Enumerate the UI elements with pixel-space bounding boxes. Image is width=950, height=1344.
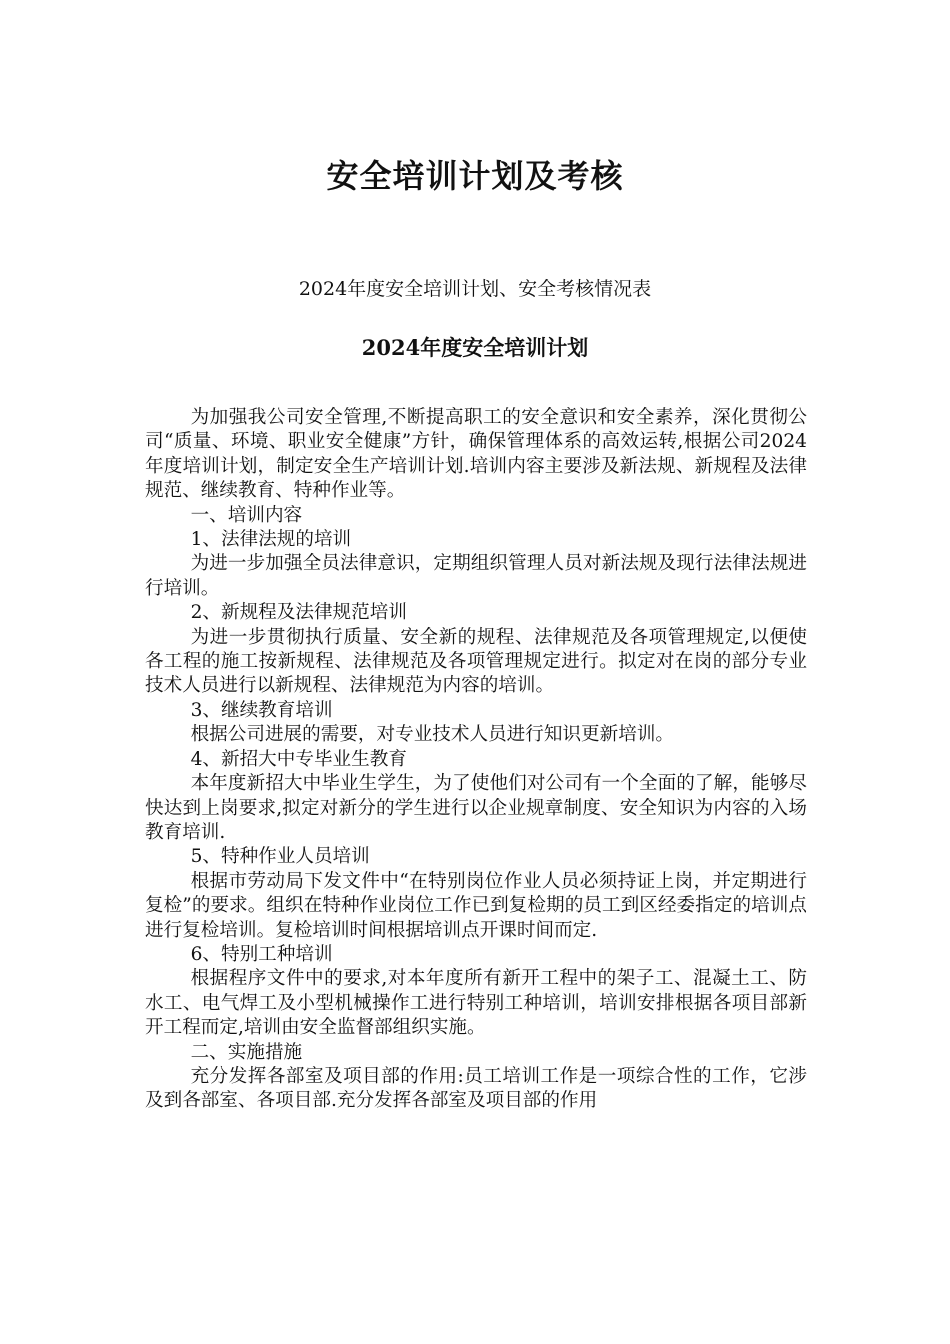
paragraph-regulations: 为进一步贯彻执行质量、安全新的规程、法律规范及各项管理规定,以便使各工程的施工按新规程、法律规范及各项管理规定进行。拟定对在岗的部分专业技术人员进行以新规程、法律规范为内容的培训。: [145, 626, 807, 697]
paragraph-laws: 为进一步加强全员法律意识，定期组织管理人员对新法规及现行法律法规进行培训。: [145, 553, 807, 599]
document-body: [145, 406, 807, 1114]
subsection-heading-continuing-education: 3、继续教育培训: [190, 699, 333, 721]
section-heading-measures: 二、实施措施: [190, 1041, 303, 1063]
subsection-heading-laws: 1、法律法规的培训: [190, 529, 352, 551]
subsection-heading-special-trades: 6、特别工种培训: [190, 943, 333, 965]
paragraph-measures: 充分发挥各部室及项目部的作用:员工培训工作是一项综合性的工作，它涉及到各部室、各项目部.充分发挥各部室及项目部的作用: [145, 1065, 807, 1112]
subsection-heading-graduates: 4、新招大中专毕业生教育: [190, 748, 407, 770]
intro-paragraph: 为加强我公司安全管理,不断提高职工的安全意识和安全素养，深化贯彻公司“质量、环境、职业安全健康”方针，确保管理体系的高效运转,根据公司2024年度培训计划，制定安全生产培训计划.培训内容主要涉及新法规、新规程及法律规范、继续教育、特种作业等。: [145, 407, 807, 502]
subsection-heading-regulations: 2、新规程及法律规范培训: [190, 602, 407, 624]
paragraph-graduates: 本年度新招大中毕业生学生，为了使他们对公司有一个全面的了解，能够尽快达到上岗要求,拟定对新分的学生进行以企业规章制度、安全知识为内容的入场教育培训.: [145, 773, 807, 843]
document-subtitle: 2024年度安全培训计划、安全考核情况表: [298, 278, 652, 300]
section-heading-training-content: 一、培训内容: [190, 504, 303, 526]
paragraph-special-trades: 根据程序文件中的要求,对本年度所有新开工程中的架子工、混凝土工、防水工、电气焊工及小型机械操作工进行特别工种培训，培训安排根据各项目部新开工程而定,培训由安全监督部组织实施。: [145, 968, 807, 1039]
subsection-heading-special-operations: 5、特种作业人员培训: [190, 846, 370, 868]
plan-heading: 2024年度安全培训计划: [361, 335, 589, 360]
paragraph-special-operations: 根据市劳动局下发文件中“在特别岗位作业人员必须持证上岗，并定期进行复检”的要求。组织在特种作业岗位工作已到复检期的员工到区经委指定的培训点进行复检培训。复检培训时间根据培训点开课时间而定.: [145, 870, 807, 941]
document-title: 安全培训计划及考核: [326, 157, 624, 195]
paragraph-continuing-education: 根据公司进展的需要，对专业技术人员进行知识更新培训。: [190, 724, 675, 746]
